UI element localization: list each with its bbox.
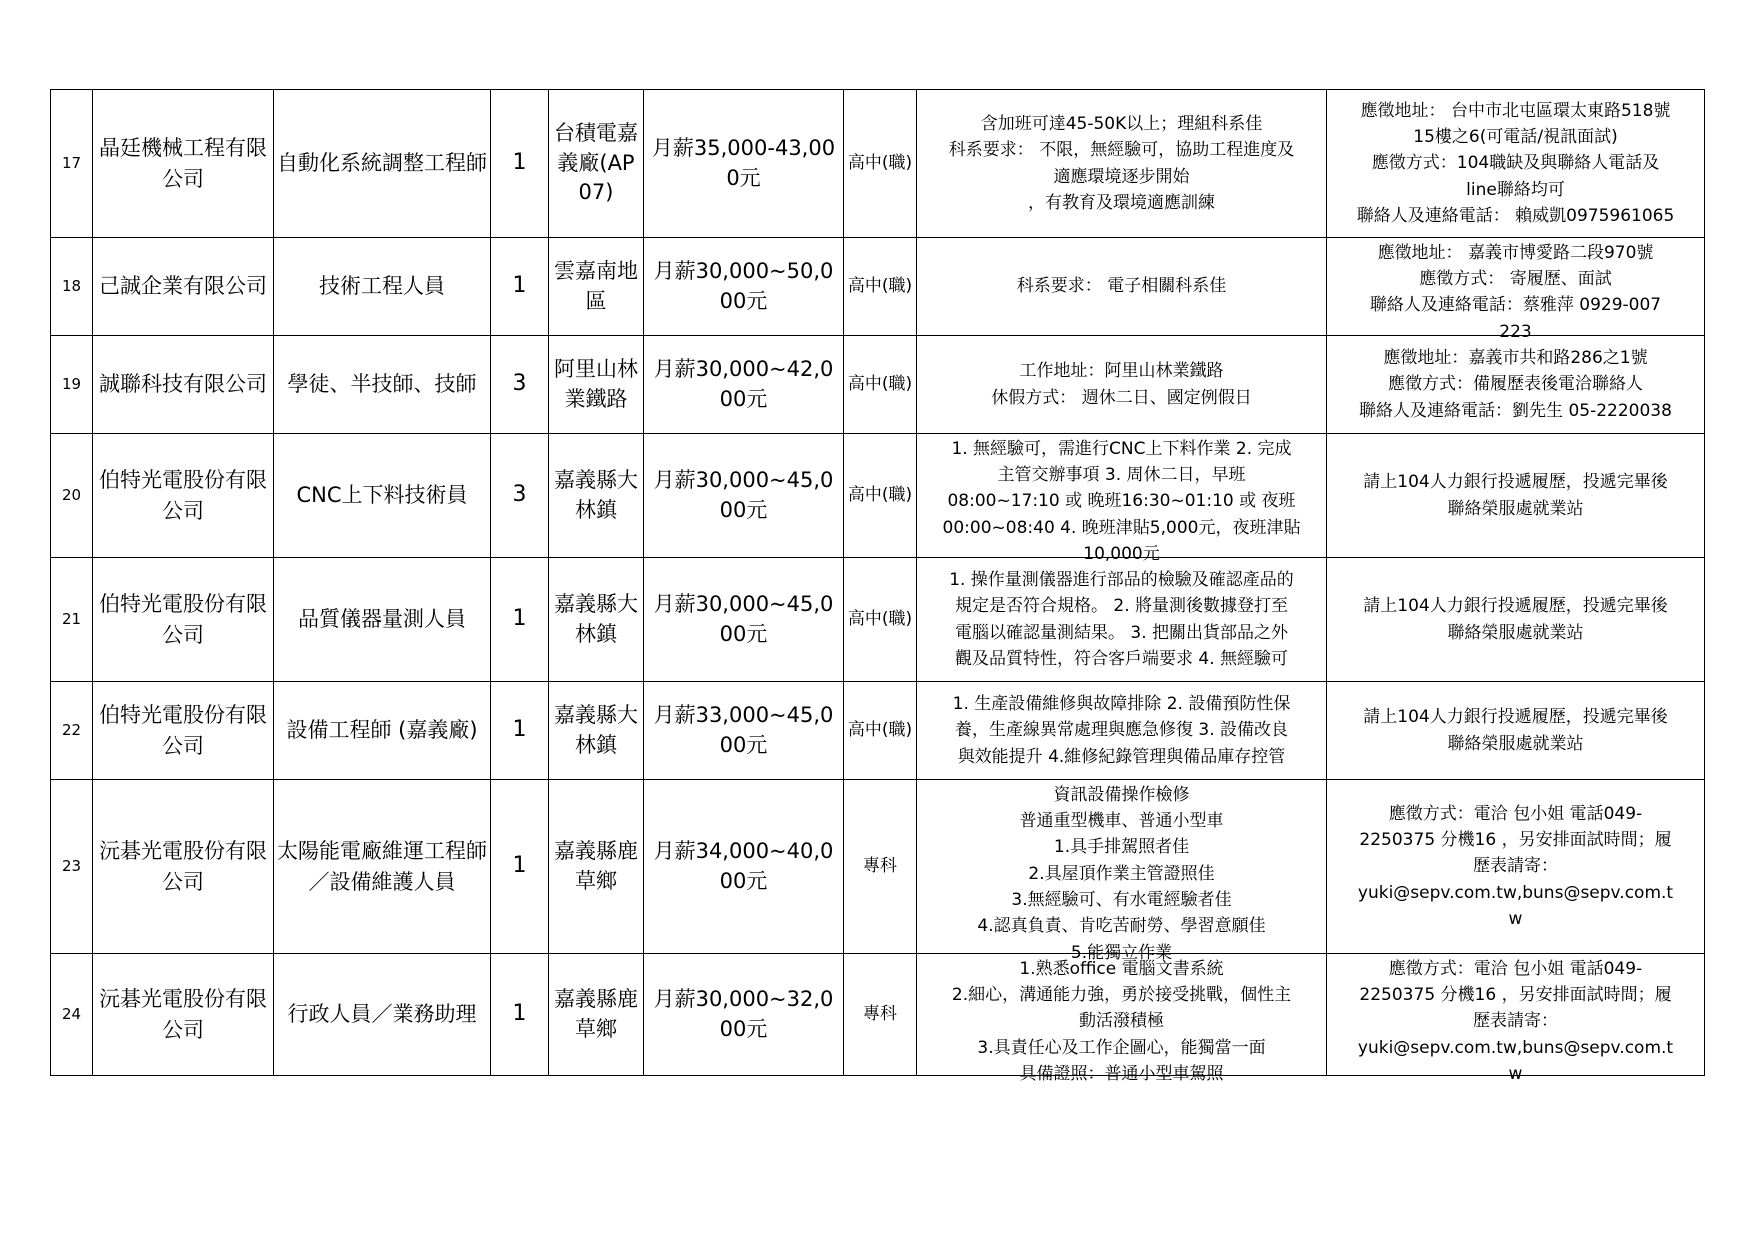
requirement-line: 1. 無經驗可，需進行CNC上下料作業 2. 完成: [951, 438, 1292, 459]
work-location: 雲嘉南地區: [549, 238, 644, 336]
contact-info: [1327, 558, 1705, 682]
requirement-line: 1. 操作量測儀器進行部品的檢驗及確認產品的: [949, 569, 1294, 590]
contact-line: w: [1508, 909, 1523, 930]
contact-line: 15樓之6(可電話/視訊面試): [1413, 126, 1618, 147]
contact-line: 應徵方式：104職缺及與聯絡人電話及: [1371, 153, 1660, 174]
row-number: 18: [51, 238, 93, 336]
contact-line: 應徵方式：備履歷表後電洽聯絡人: [1388, 374, 1643, 395]
contact-line: 應徵地址：嘉義市共和路286之1號: [1383, 347, 1648, 368]
requirement-line: 3.無經驗可、有水電經驗者佳: [1011, 889, 1232, 910]
work-location: 嘉義縣大林鎮: [549, 682, 644, 780]
table-body: [51, 90, 1705, 1084]
job-title: 品質儀器量測人員: [274, 558, 491, 682]
salary: 月薪30,000~32,000元: [644, 954, 844, 1076]
opening-count: 3: [491, 434, 549, 558]
requirement-line: 與效能提升 4.維修紀錄管理與備品庫存控管: [957, 746, 1286, 767]
company-name: 誠聯科技有限公司: [93, 336, 274, 434]
requirements: [917, 558, 1327, 682]
requirement-line: 4.認真負責、肯吃苦耐勞、學習意願佳: [977, 916, 1266, 937]
requirements: [917, 954, 1327, 1084]
contact-line: w: [1508, 1063, 1523, 1084]
row-number: 21: [51, 558, 93, 682]
company-name: 己誠企業有限公司: [93, 238, 274, 336]
contact-line: 223: [1499, 321, 1532, 342]
requirement-line: 08:00~17:10 或 晚班16:30~01:10 或 夜班: [947, 491, 1296, 512]
requirement-line: 2.具屋頂作業主管證照佳: [1028, 863, 1215, 884]
work-location: 嘉義縣鹿草鄉: [549, 780, 644, 954]
requirement-line: 養，生產線異常處理與應急修復 3. 設備改良: [954, 720, 1289, 741]
contact-line: line聯絡均可: [1466, 179, 1565, 200]
contact-line: 聯絡人及連絡電話：劉先生 05-2220038: [1359, 400, 1672, 421]
row-number: 17: [51, 90, 93, 238]
contact-info: [1327, 336, 1705, 434]
requirement-line: 適應環境逐步開始: [1053, 166, 1190, 187]
company-name: 伯特光電股份有限公司: [93, 682, 274, 780]
education: 高中(職): [844, 434, 917, 558]
table-row: [51, 90, 1705, 238]
requirement-line: 2.細心，溝通能力強，勇於接受挑戰，個性主: [951, 984, 1292, 1005]
requirement-line: 科系要求： 電子相關科系佳: [1016, 276, 1227, 297]
job-title: CNC上下料技術員: [274, 434, 491, 558]
salary: 月薪33,000~45,000元: [644, 682, 844, 780]
requirement-line: 10,000元: [1083, 543, 1160, 564]
requirement-line: 休假方式： 週休二日、國定例假日: [991, 387, 1252, 408]
contact-line: yuki@sepv.com.tw,buns@sepv.com.t: [1357, 1037, 1674, 1058]
requirement-line: 5.能獨立作業: [1070, 942, 1173, 963]
education: 高中(職): [844, 682, 917, 780]
requirements: [917, 682, 1327, 780]
salary: 月薪35,000-43,000元: [644, 90, 844, 238]
contact-line: 聯絡人及連絡電話： 賴威凱0975961065: [1356, 206, 1675, 227]
requirement-line: 工作地址：阿里山林業鐵路: [1019, 361, 1224, 382]
work-location: 阿里山林業鐵路: [549, 336, 644, 434]
table-row: [51, 954, 1705, 1076]
salary: 月薪34,000~40,000元: [644, 780, 844, 954]
opening-count: 1: [491, 558, 549, 682]
contact-line: 歷表請寄：: [1473, 1011, 1558, 1032]
contact-line: 聯絡人及連絡電話：蔡雅萍 0929-007: [1369, 295, 1662, 316]
contact-line: 聯絡榮服處就業站: [1447, 733, 1584, 754]
opening-count: 1: [491, 682, 549, 780]
contact-line: yuki@sepv.com.tw,buns@sepv.com.t: [1357, 882, 1674, 903]
requirement-line: 1.具手排駕照者佳: [1053, 837, 1190, 858]
education: 高中(職): [844, 90, 917, 238]
requirement-line: 觀及品質特性，符合客戶端要求 4. 無經驗可: [954, 648, 1289, 669]
company-name: 沅碁光電股份有限公司: [93, 780, 274, 954]
salary: 月薪30,000~45,000元: [644, 558, 844, 682]
requirements: [917, 90, 1327, 238]
education: 高中(職): [844, 558, 917, 682]
requirement-line: 動活潑積極: [1079, 1011, 1164, 1032]
company-name: 伯特光電股份有限公司: [93, 434, 274, 558]
requirements: [917, 336, 1327, 434]
contact-line: 應徵方式：電洽 包小姐 電話049-: [1388, 958, 1643, 979]
opening-count: 1: [491, 90, 549, 238]
contact-line: 2250375 分機16 ，另安排面試時間；履: [1359, 984, 1672, 1005]
row-number: 22: [51, 682, 93, 780]
contact-line: 應徵地址： 台中市北屯區環太東路518號: [1360, 100, 1671, 121]
contact-line: 請上104人力銀行投遞履歷，投遞完畢後: [1363, 596, 1668, 617]
job-title: 自動化系統調整工程師: [274, 90, 491, 238]
contact-info: [1327, 780, 1705, 954]
table-row: [51, 682, 1705, 780]
job-title: 太陽能電廠維運工程師／設備維護人員: [274, 780, 491, 954]
salary: 月薪30,000~45,000元: [644, 434, 844, 558]
requirement-line: 規定是否符合規格。 2. 將量測後數據登打至: [954, 596, 1289, 617]
education: 高中(職): [844, 336, 917, 434]
contact-info: [1327, 954, 1705, 1084]
contact-line: 應徵地址： 嘉義市博愛路二段970號: [1377, 242, 1654, 263]
contact-line: 應徵方式： 寄履歷、面試: [1419, 268, 1612, 289]
opening-count: 1: [491, 238, 549, 336]
requirement-line: 1. 生產設備維修與故障排除 2. 設備預防性保: [952, 693, 1291, 714]
contact-info: [1327, 434, 1705, 558]
job-listings-table: [50, 89, 1705, 1084]
work-location: 嘉義縣大林鎮: [549, 558, 644, 682]
opening-count: 1: [491, 780, 549, 954]
requirement-line: 資訊設備操作檢修: [1053, 784, 1190, 805]
work-location: 嘉義縣大林鎮: [549, 434, 644, 558]
contact-line: 請上104人力銀行投遞履歷，投遞完畢後: [1363, 707, 1668, 728]
requirement-line: 具備證照：普通小型車駕照: [1019, 1063, 1224, 1084]
table-row: [51, 780, 1705, 954]
row-number: 20: [51, 434, 93, 558]
row-number: 23: [51, 780, 93, 954]
row-number: 19: [51, 336, 93, 434]
requirement-line: 普通重型機車、普通小型車: [1019, 810, 1224, 831]
contact-line: 2250375 分機16 ，另安排面試時間；履: [1359, 829, 1672, 850]
education: 專科: [844, 954, 917, 1076]
company-name: 沅碁光電股份有限公司: [93, 954, 274, 1076]
contact-line: 歷表請寄：: [1473, 856, 1558, 877]
contact-info: [1327, 90, 1705, 238]
contact-info: [1327, 238, 1705, 342]
requirement-line: 00:00~08:40 4. 晚班津貼5,000元，夜班津貼: [942, 517, 1301, 538]
requirement-line: 科系要求： 不限，無經驗可，協助工程進度及: [948, 140, 1295, 161]
requirement-line: 1.熟悉office 電腦文書系統: [1019, 958, 1224, 979]
requirements: [917, 780, 1327, 963]
opening-count: 1: [491, 954, 549, 1076]
company-name: 晶廷機械工程有限公司: [93, 90, 274, 238]
education: 專科: [844, 780, 917, 954]
requirements: [917, 238, 1327, 336]
requirements: [917, 434, 1327, 564]
contact-line: 聯絡榮服處就業站: [1447, 498, 1584, 519]
requirement-line: 3.具責任心及工作企圖心，能獨當一面: [977, 1037, 1266, 1058]
work-location: 台積電嘉義廠(AP07): [549, 90, 644, 238]
education: 高中(職): [844, 238, 917, 336]
job-title: 行政人員／業務助理: [274, 954, 491, 1076]
table-row: [51, 434, 1705, 558]
work-location: 嘉義縣鹿草鄉: [549, 954, 644, 1076]
requirement-line: 電腦以確認量測結果。 3. 把關出貨部品之外: [954, 622, 1289, 643]
contact-line: 應徵方式：電洽 包小姐 電話049-: [1388, 803, 1643, 824]
opening-count: 3: [491, 336, 549, 434]
requirement-line: 主管交辦事項 3. 周休二日，早班: [997, 464, 1246, 485]
company-name: 伯特光電股份有限公司: [93, 558, 274, 682]
table-row: [51, 336, 1705, 434]
job-title: 技術工程人員: [274, 238, 491, 336]
salary: 月薪30,000~50,000元: [644, 238, 844, 336]
job-title: 設備工程師 (嘉義廠): [274, 682, 491, 780]
requirement-line: ，有教育及環境適應訓練: [1028, 192, 1215, 213]
row-number: 24: [51, 954, 93, 1076]
table-row: [51, 558, 1705, 682]
table-row: [51, 238, 1705, 336]
contact-line: 聯絡榮服處就業站: [1447, 622, 1584, 643]
contact-line: 請上104人力銀行投遞履歷，投遞完畢後: [1363, 472, 1668, 493]
requirement-line: 含加班可達45-50K以上；理組科系佳: [980, 113, 1263, 134]
job-title: 學徒、半技師、技師: [274, 336, 491, 434]
contact-info: [1327, 682, 1705, 780]
salary: 月薪30,000~42,000元: [644, 336, 844, 434]
